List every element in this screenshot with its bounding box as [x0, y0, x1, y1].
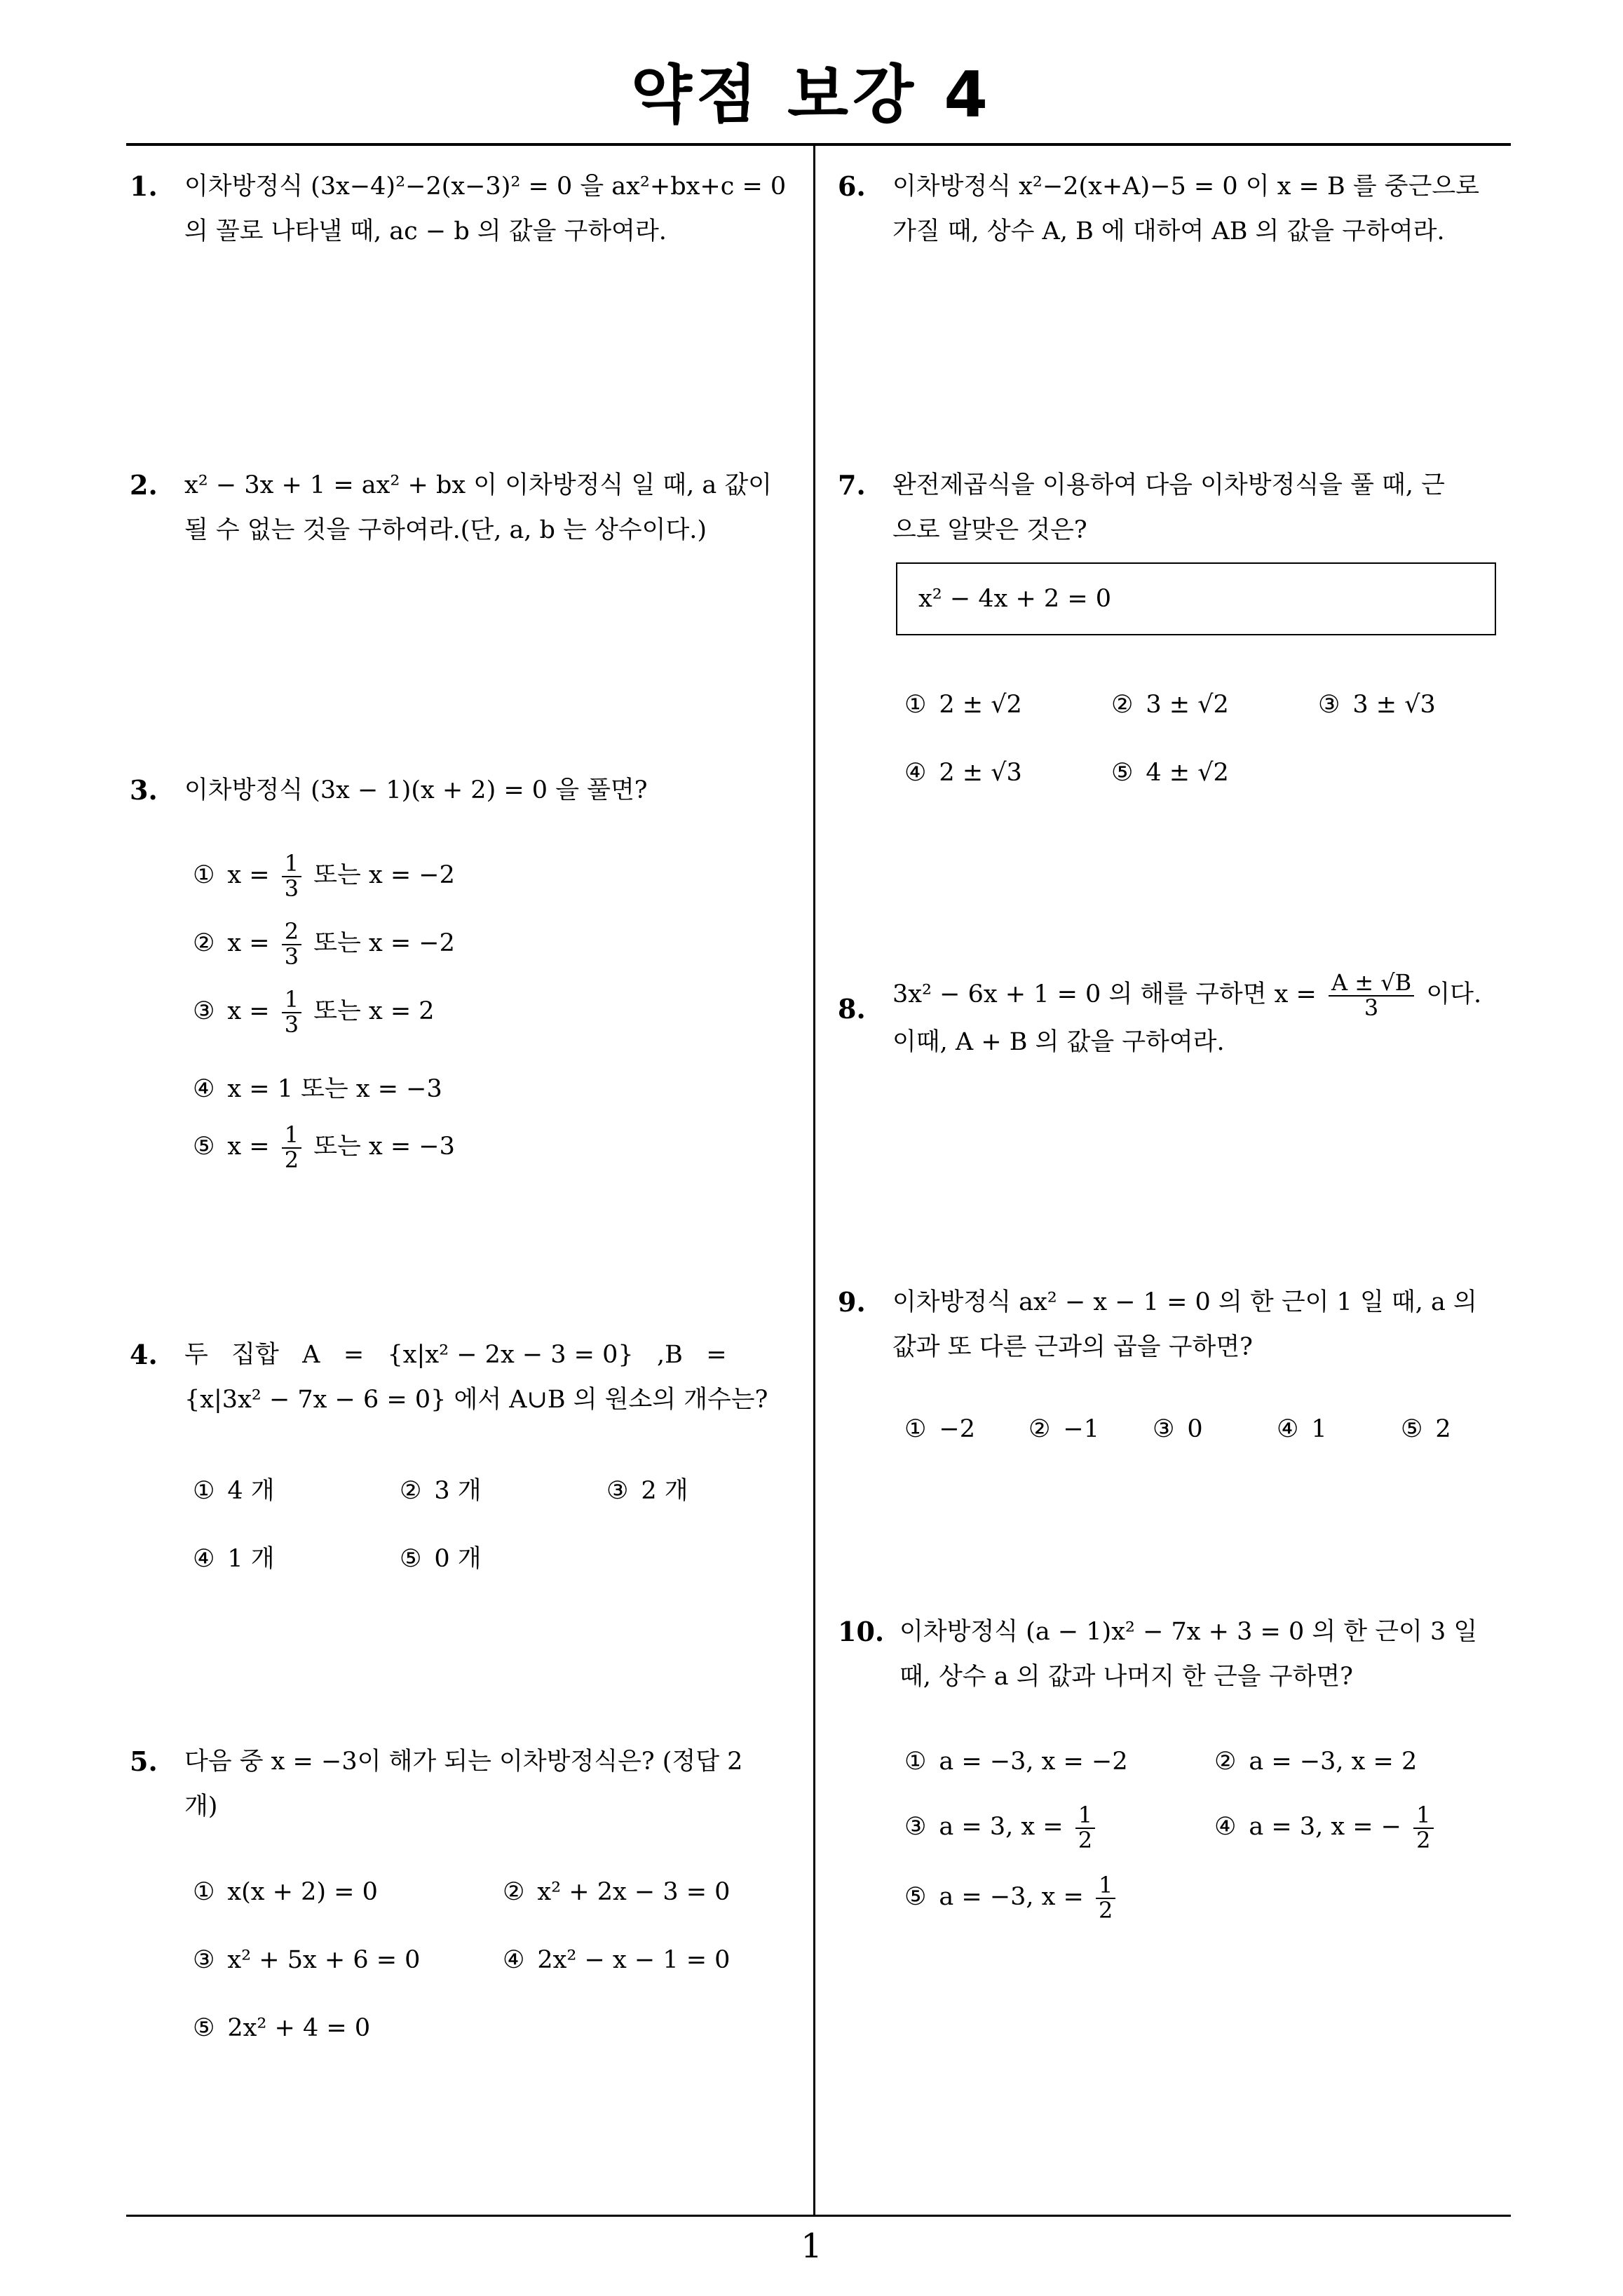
problem-text-line: 으로 알맞은 것은?: [892, 516, 1087, 544]
problem-10: [838, 1609, 1511, 1699]
choice-text: x =: [227, 929, 270, 958]
problem-10-choices: [904, 1748, 1507, 1958]
choice-1[interactable]: [193, 852, 455, 900]
choice-text: 4 개: [227, 1477, 275, 1505]
choice-mark: ③: [904, 1813, 927, 1842]
choice-4[interactable]: [1214, 1804, 1438, 1852]
fraction: [1075, 1804, 1095, 1852]
problem-text: 이다.: [1426, 980, 1482, 1009]
problem-number: 10.: [838, 1616, 885, 1647]
choice-4[interactable]: [1277, 1415, 1327, 1443]
problem-text-line: 개): [184, 1792, 218, 1821]
choice-text: x =: [227, 997, 270, 1026]
fraction: [282, 920, 301, 968]
choice-3[interactable]: [1318, 691, 1436, 719]
problem-number: 1.: [130, 170, 158, 202]
choice-mark: ②: [1028, 1415, 1051, 1443]
header-divider: [126, 143, 1511, 146]
problem-text-line: 가질 때, 상수 A, B 에 대하여 AB 의 값을 구하여라.: [892, 217, 1445, 245]
problem-text-line: 값과 또 다른 근과의 곱을 구하면?: [892, 1333, 1253, 1361]
problem-text-line: [892, 971, 1511, 1020]
problem-text-line: 이차방정식 (3x − 1)(x + 2) = 0 을 풀면?: [184, 776, 648, 804]
problem-text-line: 때, 상수 a 의 값과 나머지 한 근을 구하면?: [899, 1663, 1353, 1691]
problem-7: [838, 463, 1511, 553]
denominator: 2: [284, 1146, 299, 1173]
problem-2: [130, 463, 803, 553]
choice-mark: ④: [193, 1075, 215, 1103]
denominator: 3: [284, 1011, 299, 1038]
choice-mark: ④: [1214, 1813, 1237, 1842]
choice-mark: ⑤: [193, 1133, 215, 1161]
footer-divider: [126, 2215, 1511, 2217]
choice-text: 또는 x = 2: [313, 997, 435, 1026]
problem-number: 2.: [130, 469, 158, 501]
problem-text-line: 두 집합 A = {x|x² − 2x − 3 = 0} ,B =: [184, 1341, 727, 1369]
problem-text-line: 이차방정식 (3x−4)²−2(x−3)² = 0 을 ax²+bx+c = 0: [184, 173, 787, 201]
choice-mark: ②: [1111, 691, 1134, 719]
problem-8: [838, 971, 1511, 1065]
problem-number: 7.: [838, 469, 866, 501]
choice-text: x² + 2x − 3 = 0: [537, 1878, 731, 1906]
numerator: A ± √B: [1329, 971, 1414, 997]
choice-text: −2: [939, 1415, 975, 1443]
problem-text-line: x² − 3x + 1 = ax² + bx 이 이차방정식 일 때, a 값이: [184, 471, 772, 499]
choice-text: x =: [227, 861, 270, 890]
choice-3[interactable]: [904, 1804, 1099, 1852]
choice-text: 1 개: [227, 1545, 275, 1573]
problem-number: 3.: [130, 774, 158, 806]
choice-2[interactable]: [1214, 1748, 1417, 1776]
choice-text: 2 ± √3: [939, 759, 1022, 787]
numerator: 1: [1075, 1804, 1095, 1829]
problem-4: [130, 1332, 803, 1422]
numerator: 1: [282, 852, 301, 877]
denominator: 2: [1078, 1826, 1093, 1853]
choice-1[interactable]: [904, 1415, 975, 1443]
equation-box: x² − 4x + 2 = 0: [896, 562, 1496, 635]
problem-number: 4.: [130, 1339, 158, 1370]
numerator: 1: [1413, 1804, 1433, 1829]
choice-5[interactable]: [400, 1539, 482, 1574]
fraction: [282, 852, 301, 900]
choice-text: 3 ± √2: [1146, 691, 1229, 719]
column-divider: [813, 144, 815, 2217]
choice-3[interactable]: [606, 1471, 688, 1506]
choice-4[interactable]: [904, 759, 1022, 787]
problem-number: 8.: [838, 993, 866, 1025]
choice-mark: ①: [193, 1477, 215, 1505]
choice-mark: ①: [193, 861, 215, 890]
choice-1[interactable]: [904, 691, 1022, 719]
choice-4[interactable]: [193, 1069, 442, 1105]
choice-mark: ②: [503, 1878, 525, 1906]
problem-text: 3x² − 6x + 1 = 0 의 해를 구하면 x =: [892, 980, 1317, 1009]
problem-number: 5.: [130, 1745, 158, 1777]
choice-mark: ④: [503, 1946, 525, 1974]
problem-number: 6.: [838, 170, 866, 202]
denominator: 2: [1099, 1896, 1113, 1924]
fraction: [1329, 971, 1414, 1020]
choice-5[interactable]: [1401, 1415, 1451, 1443]
numerator: 2: [282, 920, 301, 945]
choice-3[interactable]: [193, 1946, 420, 1974]
problem-9: [838, 1280, 1511, 1370]
choice-mark: ②: [193, 929, 215, 958]
choice-mark: ①: [904, 1415, 927, 1443]
problem-5: [130, 1739, 803, 1829]
choice-5[interactable]: [193, 2014, 370, 2042]
problem-6: [838, 164, 1511, 254]
choice-text: 2 ± √2: [939, 691, 1022, 719]
choice-mark: ⑤: [400, 1545, 422, 1573]
choice-text: a = −3, x = −2: [939, 1748, 1128, 1776]
choice-1[interactable]: [904, 1748, 1128, 1776]
fraction: [282, 988, 301, 1036]
problem-3-choices: [193, 852, 796, 1189]
problem-text-line: 이차방정식 (a − 1)x² − 7x + 3 = 0 의 한 근이 3 일: [899, 1618, 1478, 1646]
choice-text: 3 ± √3: [1352, 691, 1436, 719]
choice-text: −1: [1063, 1415, 1099, 1443]
choice-mark: ②: [1214, 1748, 1237, 1776]
choice-text: 2 개: [641, 1477, 688, 1505]
choice-mark: ④: [193, 1545, 215, 1573]
fraction: [1096, 1874, 1115, 1922]
choice-4[interactable]: [193, 1539, 275, 1574]
numerator: 1: [1096, 1874, 1115, 1899]
problem-1: [130, 164, 803, 254]
choice-text: 2: [1435, 1415, 1451, 1443]
choice-2[interactable]: [1111, 691, 1229, 719]
problem-text-line: 의 꼴로 나타낼 때, ac − b 의 값을 구하여라.: [184, 217, 667, 245]
choice-text: x = 1 또는 x = −3: [227, 1075, 442, 1103]
choice-2[interactable]: [1028, 1415, 1099, 1443]
fraction: [282, 1123, 301, 1172]
choice-1[interactable]: [193, 1471, 275, 1506]
choice-text: 1: [1311, 1415, 1327, 1443]
choice-2[interactable]: [503, 1878, 730, 1906]
choice-text: a = −3, x =: [939, 1883, 1084, 1912]
choice-text: 또는 x = −2: [313, 929, 455, 958]
choice-mark: ⑤: [1111, 759, 1134, 787]
choice-mark: ⑤: [193, 2014, 215, 2042]
denominator: 3: [284, 943, 299, 970]
choice-text: 0: [1187, 1415, 1203, 1443]
choice-mark: ②: [400, 1477, 422, 1505]
choice-mark: ④: [904, 759, 927, 787]
choice-mark: ③: [1318, 691, 1340, 719]
choice-text: a = −3, x = 2: [1249, 1748, 1418, 1776]
problem-text-line: {x|3x² − 7x − 6 = 0} 에서 A∪B 의 원소의 개수는?: [184, 1386, 768, 1414]
choice-mark: ③: [193, 1946, 215, 1974]
denominator: 3: [284, 874, 299, 902]
choice-5[interactable]: [193, 1123, 455, 1172]
choice-mark: ③: [1153, 1415, 1175, 1443]
choice-text: 또는 x = −2: [313, 861, 455, 890]
problem-3: [130, 768, 803, 813]
problem-9-choices: [904, 1415, 1507, 1457]
choice-5[interactable]: [904, 1874, 1120, 1922]
problem-text-line: 될 수 없는 것을 구하여라.(단, a, b 는 상수이다.): [184, 516, 707, 544]
choice-5[interactable]: [1111, 759, 1229, 787]
choice-text: x² + 5x + 6 = 0: [227, 1946, 421, 1974]
choice-mark: ⑤: [904, 1883, 927, 1912]
choice-2[interactable]: [400, 1471, 482, 1506]
choice-4[interactable]: [503, 1946, 730, 1974]
choice-mark: ①: [193, 1878, 215, 1906]
choice-3[interactable]: [193, 988, 435, 1036]
choice-text: 0 개: [434, 1545, 482, 1573]
numerator: 1: [282, 988, 301, 1013]
choice-mark: ①: [904, 1748, 927, 1776]
choice-text: 2x² − x − 1 = 0: [537, 1946, 731, 1974]
problem-text-line: 완전제곱식을 이용하여 다음 이차방정식을 풀 때, 근: [892, 471, 1445, 499]
choice-text: x =: [227, 1133, 270, 1161]
problem-text-line: 이차방정식 x²−2(x+A)−5 = 0 이 x = B 를 중근으로: [892, 173, 1480, 201]
choice-text: a = 3, x =: [939, 1813, 1064, 1842]
problem-5-choices: [193, 1878, 796, 2060]
choice-3[interactable]: [1153, 1415, 1203, 1443]
choice-mark: ⑤: [1401, 1415, 1423, 1443]
choice-mark: ①: [904, 691, 927, 719]
page-number: 1: [801, 2227, 822, 2266]
choice-text: 또는 x = −3: [313, 1133, 455, 1161]
choice-mark: ④: [1277, 1415, 1299, 1443]
choice-1[interactable]: [193, 1878, 378, 1906]
problem-7-choices: [904, 691, 1507, 803]
choice-mark: ③: [606, 1477, 629, 1505]
numerator: 1: [282, 1123, 301, 1149]
denominator: 2: [1416, 1826, 1431, 1853]
denominator: 3: [1364, 994, 1379, 1021]
choice-text: x(x + 2) = 0: [227, 1878, 378, 1906]
problem-4-choices: [193, 1471, 796, 1583]
page-title: 약점 보강 4: [630, 58, 993, 132]
choice-mark: ③: [193, 997, 215, 1026]
choice-text: 4 ± √2: [1146, 759, 1229, 787]
problem-text-line: 이차방정식 ax² − x − 1 = 0 의 한 근이 1 일 때, a 의: [892, 1288, 1477, 1316]
choice-text: a = 3, x = −: [1249, 1813, 1401, 1842]
choice-text: 2x² + 4 = 0: [227, 2014, 371, 2042]
problem-text-line: 이때, A + B 의 값을 구하여라.: [892, 1028, 1225, 1057]
problem-number: 9.: [838, 1286, 866, 1318]
problem-text-line: 다음 중 x = −3이 해가 되는 이차방정식은? (정답 2: [184, 1748, 743, 1776]
choice-2[interactable]: [193, 920, 455, 968]
fraction: [1413, 1804, 1433, 1852]
choice-text: 3 개: [434, 1477, 482, 1505]
